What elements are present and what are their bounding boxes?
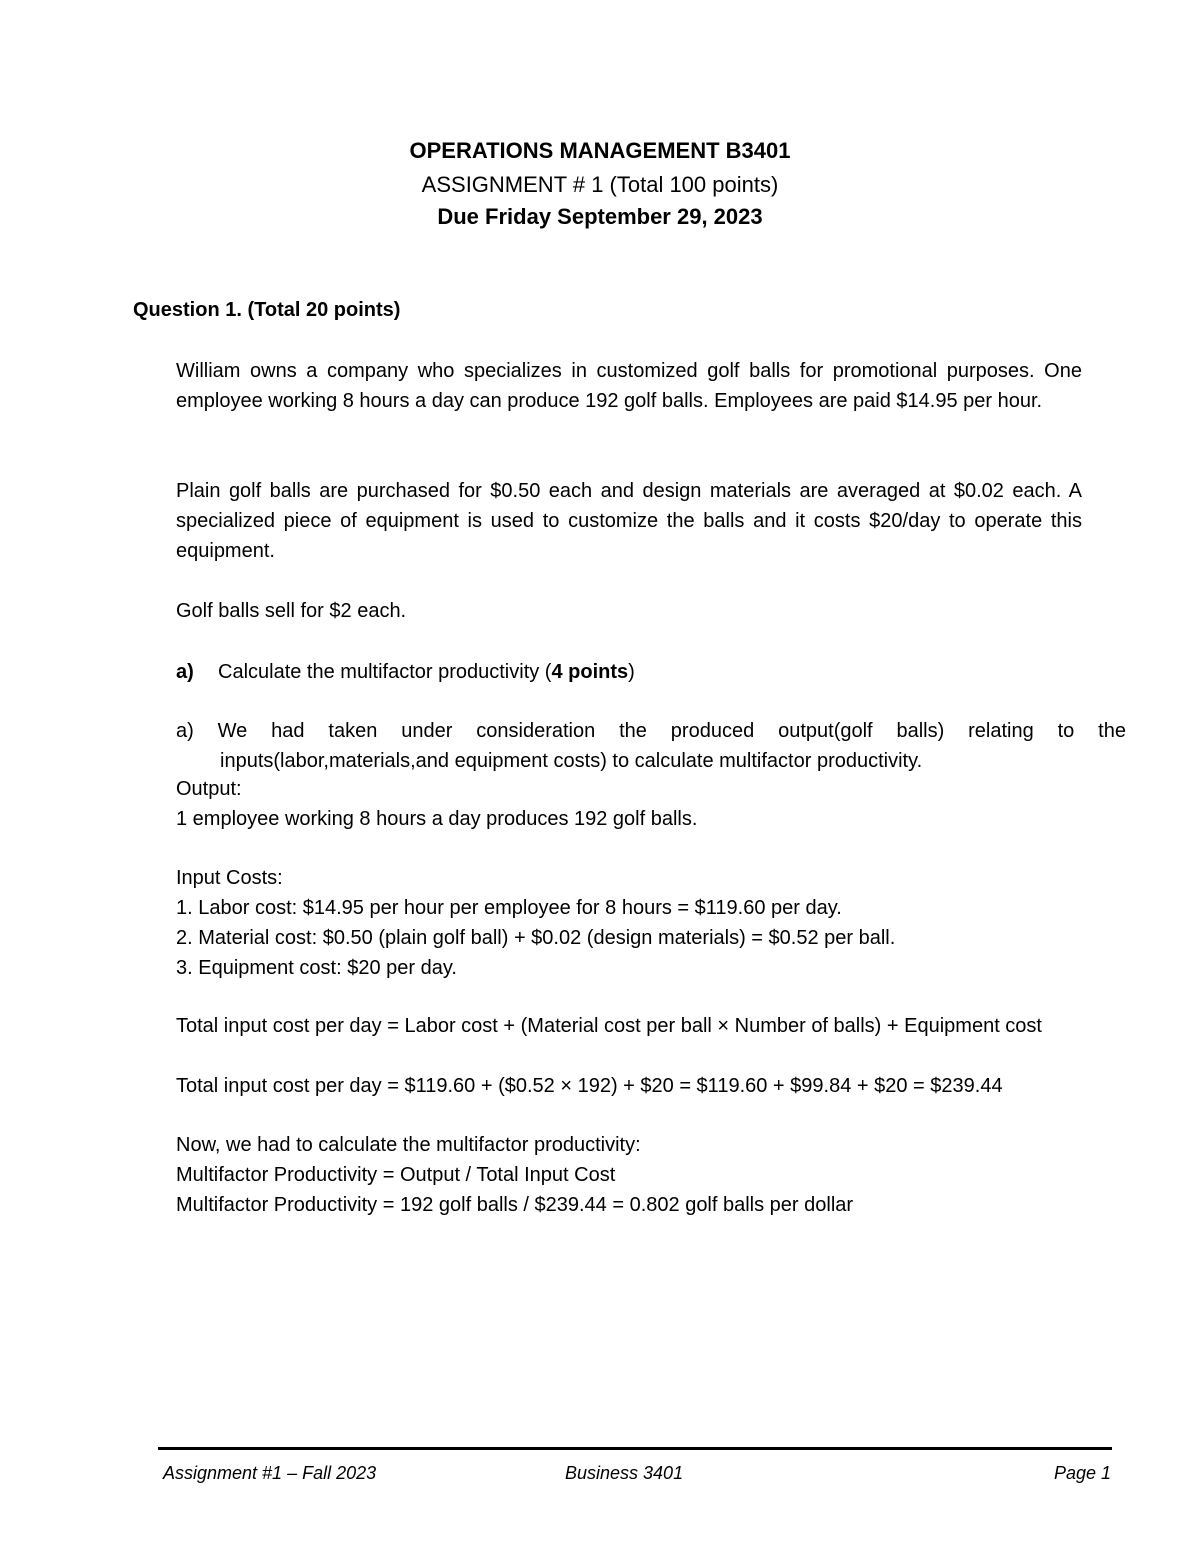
- mfp-formula: Multifactor Productivity = Output / Total Input Cost: [176, 1164, 616, 1186]
- total-formula: Total input cost per day = Labor cost + (Material cost per ball × Number of balls) + Equipment cost: [176, 1015, 1042, 1037]
- output-line: 1 employee working 8 hours a day produces 192 golf balls.: [176, 808, 698, 830]
- question-paragraph-2: Plain golf balls are purchased for $0.50 each and design materials are averaged at $0.02 each. A specialized piece of equipment is used to customize the balls and it costs $20/day to operate this equipment.: [176, 480, 1082, 562]
- due-date: Due Friday September 29, 2023: [437, 204, 763, 229]
- part-a-letter: a): [176, 661, 194, 683]
- input-costs-block: [176, 863, 1082, 983]
- input-cost-item: 1. Labor cost: $14.95 per hour per employee for 8 hours = $119.60 per day.: [176, 897, 842, 919]
- part-a-prompt: [176, 657, 635, 687]
- input-cost-item: 3. Equipment cost: $20 per day.: [176, 957, 457, 979]
- input-costs-label: Input Costs:: [176, 867, 283, 889]
- question-paragraph-3: Golf balls sell for $2 each.: [176, 600, 407, 622]
- footer-divider: [158, 1447, 1112, 1450]
- footer-assignment: Assignment #1 – Fall 2023: [163, 1463, 377, 1483]
- mfp-block: [176, 1130, 1082, 1220]
- footer-course: Business 3401: [565, 1463, 684, 1483]
- course-title: OPERATIONS MANAGEMENT B3401: [409, 138, 791, 163]
- footer-page-number: Page 1: [1053, 1463, 1111, 1483]
- answer-intro: a) We had taken under consideration the produced output(golf balls) relating to the inputs(labor,materials,and equipment costs) to calculate multifactor productivity.: [176, 720, 1126, 772]
- output-block: [176, 774, 1082, 834]
- mfp-result: Multifactor Productivity = 192 golf balls / $239.44 = 0.802 golf balls per dollar: [176, 1194, 854, 1216]
- input-cost-item: 2. Material cost: $0.50 (plain golf ball) + $0.02 (design materials) = $0.52 per ball.: [176, 927, 896, 949]
- part-a-close: ): [628, 661, 635, 683]
- part-a-points: 4 points: [551, 661, 629, 683]
- assignment-subtitle: ASSIGNMENT # 1 (Total 100 points): [421, 172, 779, 197]
- mfp-intro: Now, we had to calculate the multifactor productivity:: [176, 1134, 641, 1156]
- question-paragraph-1: William owns a company who specializes in customized golf balls for promotional purposes. One employee working 8 hours a day can produce 192 golf balls. Employees are paid $14.95 per hour.: [176, 360, 1082, 412]
- total-calculation: Total input cost per day = $119.60 + ($0.52 × 192) + $20 = $119.60 + $99.84 + $20 = $239.44: [176, 1075, 1003, 1097]
- question-1-title: Question 1. (Total 20 points): [133, 299, 401, 321]
- output-label: Output:: [176, 778, 242, 800]
- part-a-text: Calculate the multifactor productivity (: [218, 661, 552, 683]
